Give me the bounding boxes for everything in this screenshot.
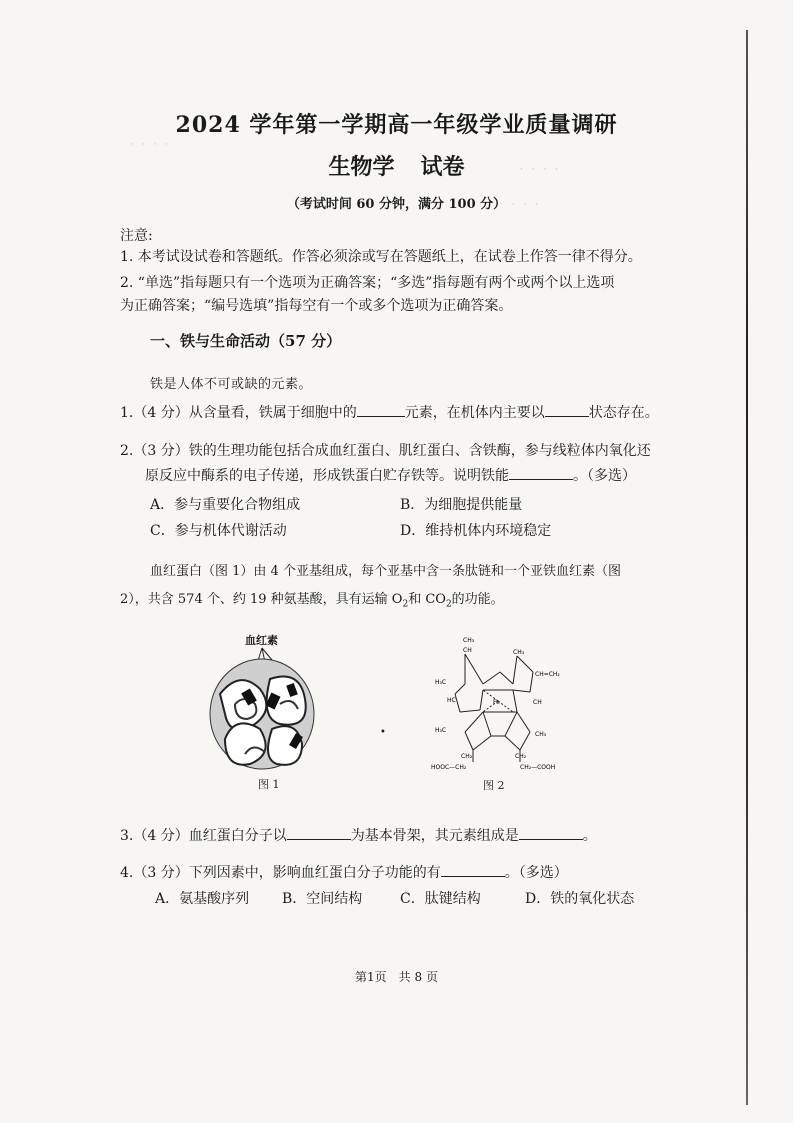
heme-ch3-bottom: CH₃: [535, 731, 547, 738]
exam-subtitle: [0, 150, 793, 181]
notice-item-2: 2. “单选”指每题只有一个选项为正确答案；“多选”指每题有两个或两个以上选项: [120, 275, 615, 291]
q2-option-a: A．参与重要化合物组成: [150, 497, 301, 513]
q1-suffix: 状态存在。: [588, 405, 659, 421]
q2-option-d: D．维持机体内环境稳定: [400, 523, 552, 539]
q2-option-b: B．为细胞提供能量: [400, 497, 523, 513]
q3-middle: 为基本骨架，其元素组成是: [350, 828, 519, 844]
stray-dot: •: [380, 727, 386, 738]
question-2-line1: 2.（3 分）铁的生理功能包括合成血红蛋白、肌红蛋白、含铁酶，参与线粒体内氧化还: [120, 443, 651, 459]
figure-1-label: 血红素: [245, 634, 278, 647]
q3-prefix: 3.（4 分）血红蛋白分子以: [120, 828, 287, 844]
q4-option-c: C．肽键结构: [400, 891, 481, 907]
scan-noise: · · · ·: [520, 165, 562, 175]
heme-ch3-right: CH₃: [513, 649, 525, 656]
notice-item-2-cont: 为正确答案；“编号选填”指每空有一个或多个选项为正确答案。: [120, 298, 513, 314]
heme-structure: [425, 632, 575, 772]
figure-1-caption: 图 1: [258, 778, 280, 791]
q4-blank[interactable]: [441, 862, 505, 877]
figure-2-caption: 图 2: [483, 779, 505, 792]
q1-prefix: 1.（4 分）从含量看，铁属于细胞中的: [120, 405, 357, 421]
heme-vinyl: CH=CH₂: [535, 671, 560, 678]
q1-middle: 元素，在机体内主要以: [404, 405, 545, 421]
paragraph-line1: 血红蛋白（图 1）由 4 个亚基组成，每个亚基中含一条肽链和一个亚铁血红素（图: [150, 564, 621, 579]
heme-ch-top: CH: [463, 647, 472, 654]
page-footer: 第1页 共 8 页: [355, 970, 438, 984]
heme-ch3-top: CH₃: [463, 637, 475, 644]
heme-hooc: HOOC—CH₂: [431, 764, 467, 771]
heme-ch2-left: CH₂: [461, 753, 473, 760]
figure-1: [200, 630, 330, 800]
figure-2: [425, 632, 575, 797]
q4-option-b: B．空间结构: [282, 891, 363, 907]
hemoglobin-illustration: [200, 644, 330, 784]
heme-hc-left: HC: [447, 697, 456, 704]
question-3: [120, 825, 597, 845]
q2-line2-suffix: 。（多选）: [573, 468, 636, 484]
heme-ch2-right: CH₂: [515, 753, 527, 760]
q2-option-c: C．参与机体代谢活动: [150, 523, 287, 539]
q4-option-a: A．氨基酸序列: [155, 891, 250, 907]
section-intro: 铁是人体不可或缺的元素。: [150, 377, 313, 392]
scan-noise: · · · ·: [500, 200, 542, 210]
exam-time-score: （考试时间 60 分钟，满分 100 分）: [286, 197, 507, 212]
exam-title: 2024 学年第一学期高一年级学业质量调研: [175, 112, 618, 138]
question-4: [120, 862, 568, 882]
para-text-b: 和 CO: [408, 592, 446, 607]
notice-heading: 注意:: [120, 228, 153, 244]
q4-option-d: D．铁的氧化状态: [525, 891, 635, 907]
scan-noise: · · · ·: [130, 140, 172, 150]
q2-blank[interactable]: [509, 465, 573, 480]
heme-cooh: CH₂—COOH: [520, 764, 556, 771]
q1-blank-1[interactable]: [357, 402, 405, 417]
q2-line2-prefix: 原反应中酶系的电子传递，形成铁蛋白贮存铁等。说明铁能: [145, 468, 509, 484]
notice-item-1: 1. 本考试设试卷和答题纸。作答必须涂或写在答题纸上，在试卷上作答一律不得分。: [120, 249, 642, 265]
q3-suffix: 。: [582, 828, 597, 844]
q3-blank-2[interactable]: [519, 825, 583, 840]
question-2-line2: [145, 465, 636, 485]
subject-name: 生物学: [328, 154, 395, 180]
q3-blank-1[interactable]: [287, 825, 351, 840]
question-1: [120, 402, 659, 422]
para-text-a: 2），共含 574 个、约 19 种氨基酸，具有运输 O: [120, 592, 403, 607]
q4-prefix: 4.（3 分）下列因素中，影响血红蛋白分子功能的有: [120, 865, 441, 881]
paragraph-line2: [120, 588, 504, 610]
heme-h3c-left: H₃C: [435, 679, 447, 686]
section-title: 一、铁与生命活动（57 分）: [150, 332, 342, 350]
heme-ch-right: CH: [533, 699, 542, 706]
paper-label: 试卷: [420, 154, 465, 180]
o2-subscript: 2: [402, 599, 409, 610]
heme-h3c-bottom: H₃C: [435, 727, 447, 734]
co2-subscript: 2: [445, 599, 452, 610]
q4-suffix: 。（多选）: [504, 865, 568, 881]
heme-fe: Fe: [493, 699, 500, 706]
q1-blank-2[interactable]: [545, 402, 589, 417]
scan-edge-line: [746, 30, 748, 1105]
para-text-c: 的功能。: [451, 592, 504, 607]
